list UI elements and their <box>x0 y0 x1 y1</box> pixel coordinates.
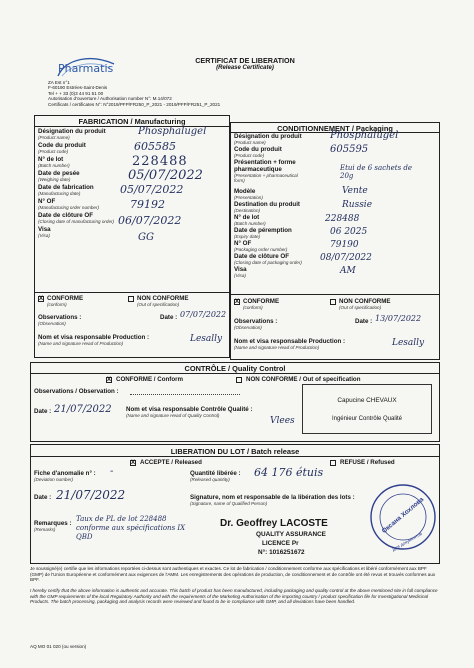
qp-name: Dr. Geoffrey LACOSTE <box>220 518 328 529</box>
controle-title: CONTRÔLE / Quality Control <box>184 364 286 373</box>
declaration-english: I hereby certify that the above information is authentic and accurate. This batch of product has been manufactured, including packaging and quality control at the above mentioned site in full compliance with the GMP requirements of the local Regulatory Authority and with the requirements of the Marketing Authorisation of the importing country / product specification file for Investigational Medicinal Products. The batch processing, packaging and analysis records were reviewed and found to be in compliance with GMP, and all deviations have been handled. <box>30 588 438 605</box>
handwritten-value: 05/07/2022 <box>120 183 184 196</box>
quantite-label: Quantité libérée : <box>190 470 241 477</box>
handwritten-value: Phosphalugel <box>138 126 207 137</box>
field-label: Désignation du produit <box>234 133 302 140</box>
conforme-label: CONFORME <box>243 298 280 305</box>
quantite-sublabel: (Released quantity) <box>190 477 230 482</box>
field-sublabel: (Visa) <box>38 233 50 238</box>
qc-signature: Vlees <box>270 416 295 426</box>
field-sublabel: (Expiry date) <box>234 234 261 239</box>
field-label: Désignation du produit <box>38 128 106 135</box>
non-conforme-label: NON CONFORME / Out of specification <box>246 376 361 383</box>
remarques-sublabel: (Remarks) <box>34 527 56 532</box>
field-label: Date de fabrication <box>38 184 94 191</box>
divider <box>30 373 440 374</box>
date-label: Date : <box>34 408 52 415</box>
packaging-signature: Lesally <box>392 338 425 348</box>
visa-responsable-sublabel: (Name and signature Head of Production) <box>234 345 320 350</box>
visa-responsable-sublabel: (Name and signature Head of Production) <box>38 341 124 346</box>
field-label: Modèle <box>234 188 256 195</box>
field-label: Date de clôture OF <box>38 212 94 219</box>
refuse-checkbox[interactable] <box>330 460 336 466</box>
handwritten-remarks: Taux de PL de lot 228488 conforme aux spécifications IX QBD <box>76 515 186 541</box>
observations-sublabel: (Observation) <box>234 325 262 330</box>
qp-role: QUALITY ASSURANCE <box>256 531 326 538</box>
address-line: Autorisation d'ouverture / Authorisation number N°: M.14/072 <box>48 96 172 102</box>
field-label: Visa <box>38 226 51 233</box>
divider <box>30 456 440 457</box>
field-sublabel: (Product code) <box>234 153 265 158</box>
fabrication-title: FABRICATION / Manufacturing <box>78 117 186 126</box>
handwritten-value: 228488 <box>132 154 188 169</box>
qc-stamp-role: Ingénieur Contrôle Qualité <box>331 416 403 422</box>
field-label: Date de pesée <box>38 170 80 177</box>
date-label: Date : <box>34 494 52 501</box>
field-sublabel: (Product name) <box>38 135 70 140</box>
production-signature: Lesally <box>190 334 223 344</box>
field-label: Date de péremption <box>234 227 292 234</box>
field-label: Visa <box>234 266 247 273</box>
field-sublabel: (Manufacturing date) <box>38 191 81 196</box>
field-label: Code du produit <box>38 142 86 149</box>
field-label: Code du produit <box>234 146 282 153</box>
qp-signature-sublabel: (Signature, name of Qualified Person) <box>190 501 268 506</box>
liberation-title: LIBERATION DU LOT / Batch release <box>170 447 300 456</box>
field-sublabel: (Closing date of packaging order) <box>234 260 302 265</box>
field-label: N° OF <box>38 198 56 205</box>
conditionnement-title: CONDITIONNEMENT / Packaging <box>277 124 393 133</box>
field-sublabel: (Batch number) <box>234 221 266 226</box>
non-conforme-label: NON CONFORME <box>339 298 391 305</box>
accepte-checkbox[interactable]: X <box>131 460 136 466</box>
handwritten-value: Vente <box>342 186 368 196</box>
translator-round-stamp <box>368 482 438 552</box>
observations-label: Observations / Observation : <box>34 388 119 395</box>
observations-label: Observations : <box>38 314 82 321</box>
field-sublabel: (Batch number) <box>38 163 70 168</box>
conforme-label: CONFORME / Conform <box>116 376 184 383</box>
dotted-line <box>130 394 240 395</box>
address-line: Tel + + 33 (0)3 44 91 51 00 <box>48 90 104 96</box>
stamp-name: Оксана Хохлова <box>380 496 426 535</box>
field-label: Présentation + forme pharmaceutique <box>234 159 296 173</box>
conforme-label: CONFORME <box>47 295 84 302</box>
non-conforme-label: NON CONFORME <box>137 295 189 302</box>
address-line: ZA Est n°1 <box>48 80 70 85</box>
handwritten-value: Phosphalugel <box>330 130 399 141</box>
visa-responsable-label: Nom et visa responsable Production : <box>38 334 150 341</box>
handwritten-value: 06 2025 <box>330 227 368 237</box>
field-sublabel: (Packaging order number) <box>234 247 288 252</box>
declaration-french: Je soussigné(e) certifie que les informations reportées ci-dessus sont authentiques et exactes. Ce lot de fabrication / conditionnement conforme aux spécifications et libéré conformément aux BPF (GMP) de l'Union Européenne et conformément aux exigences de l'AMM. Les enregistrements des opérations de production, de conditionnement et de contrôle ont été revus et trouvés conformes aux BPF. <box>30 566 436 583</box>
fiche-anomalie-label: Fiche d'anomalie n° : <box>34 470 96 477</box>
field-label: N° OF <box>234 240 252 247</box>
logo-text: Pharmatis <box>58 62 114 75</box>
handwritten-value: 06/07/2022 <box>118 214 182 227</box>
non-conforme-sublabel: (Out of specification) <box>339 305 382 310</box>
field-label: N° de lot <box>38 156 64 163</box>
footer-reference: AQ MO 01 020 (ou version) <box>30 644 87 649</box>
field-sublabel: (Product code) <box>38 149 69 154</box>
divider <box>34 292 230 293</box>
field-sublabel: (Destination) <box>234 208 261 213</box>
fiche-anomalie-sublabel: (Deviation number) <box>34 477 74 482</box>
handwritten-value: 79190 <box>330 240 359 250</box>
remarques-label: Remarques : <box>34 520 72 527</box>
non-conforme-sublabel: (Out of specification) <box>137 302 180 307</box>
conforme-checkbox[interactable]: X <box>107 377 112 383</box>
non-conforme-checkbox[interactable] <box>330 299 336 305</box>
qp-licence: LICENCE Pr <box>262 540 299 547</box>
field-sublabel: (Product name) <box>234 140 266 145</box>
conforme-sublabel: (conform) <box>47 302 67 307</box>
certificate-title: CERTIFICAT DE LIBERATION <box>195 56 295 65</box>
handwritten-value: 64 176 étuis <box>254 466 324 479</box>
handwritten-value: GG <box>138 232 154 243</box>
handwritten-value: Etui de 6 sachets de 20g <box>340 164 413 180</box>
handwritten-value: 228488 <box>325 214 360 224</box>
accepte-label: ACCEPTE / Released <box>140 459 202 466</box>
non-conforme-checkbox[interactable] <box>128 296 134 302</box>
visa-qc-sublabel: (Name and signature Head of Quality Control) <box>126 413 220 418</box>
field-sublabel: (Presentation) <box>234 195 263 200</box>
field-sublabel: (Closing date of manufacturing order) <box>38 219 115 224</box>
handwritten-value: 605585 <box>134 140 176 153</box>
handwritten-date: 21/07/2022 <box>56 488 126 502</box>
handwritten-value: Russie <box>342 200 373 210</box>
address-line: Certificats / certificates N°: N°2019/PFP/FR250_P_2021 - 2019/PFP/FR251_P_2021 <box>48 101 221 107</box>
handwritten-value: 05/07/2022 <box>128 168 203 183</box>
field-sublabel: (Presentation + pharmaceutical form) <box>234 173 298 183</box>
qc-stamp <box>302 384 432 434</box>
handwritten-value: 08/07/2022 <box>320 253 372 263</box>
header-title <box>170 56 320 71</box>
handwritten-value: 79192 <box>130 198 165 211</box>
field-label: Date de clôture OF <box>234 253 290 260</box>
handwritten-date: 21/07/2022 <box>54 404 112 415</box>
field-sublabel: (Manufacturing order number) <box>38 205 100 210</box>
handwritten-date: 13/07/2022 <box>375 314 422 323</box>
observations-sublabel: (Observation) <box>38 321 66 326</box>
conforme-sublabel: (conform) <box>243 305 263 310</box>
stamp-ring-text: Для документов <box>391 530 423 553</box>
field-sublabel: (Visa) <box>234 273 246 278</box>
handwritten-date: 07/07/2022 <box>180 310 227 319</box>
field-label: N° de lot <box>234 214 260 221</box>
field-sublabel: (Weighing date) <box>38 177 71 182</box>
observations-label: Observations : <box>234 318 278 325</box>
address-line: F-60190 Estrées-Saint-Denis <box>48 85 108 91</box>
refuse-label: REFUSE / Refused <box>340 459 395 466</box>
qp-licence-number: N°: 1016251672 <box>258 549 305 556</box>
divider <box>230 294 440 295</box>
qp-signature-label: Signature, nom et responsable de la libération des lots : <box>190 494 355 501</box>
certificate-subtitle: (Release Certificate) <box>216 65 274 71</box>
conforme-checkbox[interactable]: X <box>235 299 240 305</box>
company-address <box>48 80 220 107</box>
date-label: Date : <box>160 314 178 321</box>
handwritten-value: 605595 <box>330 144 369 155</box>
field-label: Destination du produit <box>234 201 300 208</box>
conforme-checkbox[interactable]: X <box>39 296 44 302</box>
non-conforme-checkbox[interactable] <box>236 377 242 383</box>
handwritten-value: - <box>110 466 114 477</box>
visa-qc-label: Nom et visa responsable Contrôle Qualité : <box>126 406 253 413</box>
visa-responsable-label: Nom et visa responsable Production : <box>234 338 346 345</box>
qc-stamp-name: Capucine CHEVAUX <box>337 397 397 404</box>
handwritten-value: AM <box>340 266 356 276</box>
date-label: Date : <box>355 318 373 325</box>
